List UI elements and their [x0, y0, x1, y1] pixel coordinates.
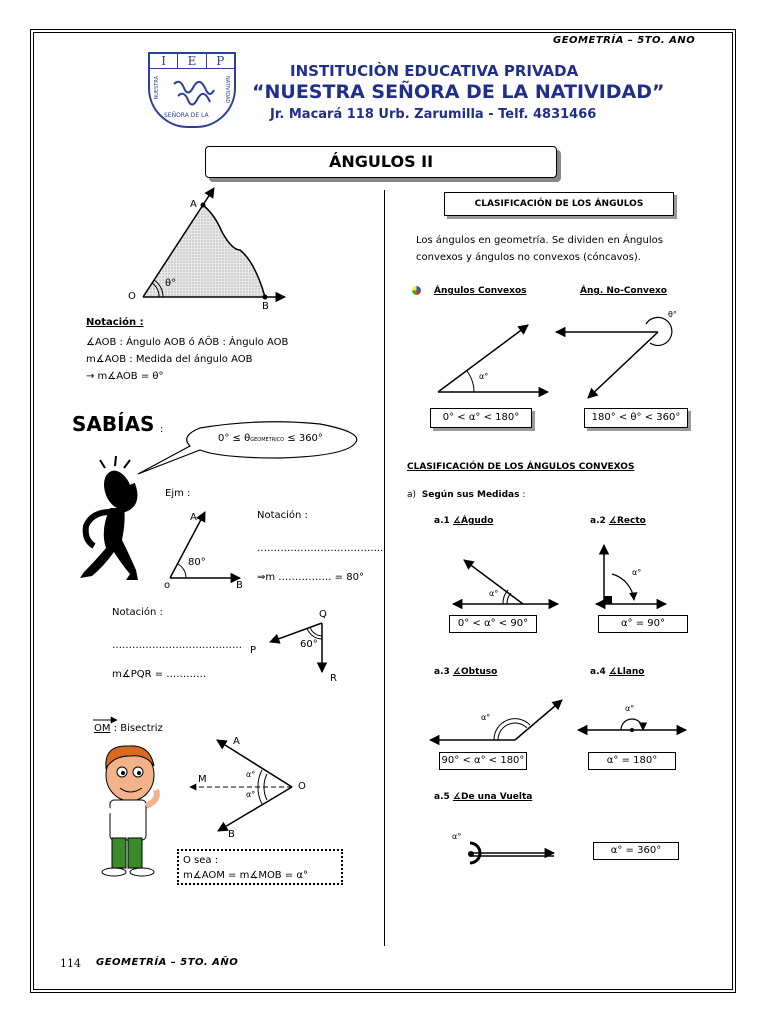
page-title: ÁNGULOS II	[205, 146, 557, 178]
triangle-label-b: B	[262, 301, 269, 312]
right-heading: a.2 ∡Recto	[590, 516, 646, 526]
ex1-notation: Notación :	[257, 510, 308, 521]
notation-line-1: ∡AOB : Ángulo AOB ó AÔB : Ángulo AOB	[86, 337, 289, 348]
institution-type: INSTITUCIÒN EDUCATIVA PRIVADA	[290, 62, 579, 80]
acute-angle-figure	[453, 560, 558, 604]
right-angle-figure	[596, 545, 666, 604]
ex2-measure: m∡PQR = …………	[112, 669, 207, 680]
notation-heading: Notación :	[86, 317, 144, 328]
bubble-text: 0° ≤ θGEOMETRICO ≤ 360°	[218, 433, 323, 444]
notation-line-2: m∡AOB : Medida del ángulo AOB	[86, 354, 253, 365]
speech-bubble	[138, 422, 357, 474]
ex1-measure: ⇒m ……………. = 80°	[257, 572, 364, 583]
institution-name: “NUESTRA SEÑORA DE LA NATIVIDAD”	[252, 81, 665, 103]
ex2-label-q: Q	[319, 609, 327, 620]
acute-heading: a.1 ∡Águdo	[434, 516, 494, 526]
nonconvex-range-box: 180° < θ° < 360°	[584, 408, 688, 428]
ex1-label-b: B	[236, 580, 243, 591]
nonconvex-heading: Áng. No-Convexo	[580, 286, 667, 296]
bisectriz-definition: OM : Bisectriz	[94, 723, 163, 734]
header-top-right: GEOMETRÍA – 5TO. ANO	[553, 35, 696, 46]
right-range-box: α° = 90°	[598, 615, 688, 633]
obtuse-angle-figure	[430, 700, 562, 740]
full-angle-figure	[468, 843, 554, 863]
bisector-figure	[190, 740, 292, 831]
straight-heading: a.4 ∡Llano	[590, 667, 645, 677]
acute-alpha: α°	[489, 589, 499, 598]
example-80-figure	[170, 512, 240, 578]
bis-label-a: A	[233, 736, 240, 747]
full-turn-range-box: α° = 360°	[593, 842, 679, 860]
sabias-colon: :	[160, 424, 164, 435]
footer-text: GEOMETRÍA – 5TO. AÑO	[96, 957, 239, 968]
ex1-label-o: o	[164, 580, 171, 591]
logo-letter-e: E	[178, 54, 206, 69]
convex-heading: Ángulos Convexos	[434, 286, 527, 296]
ex1-label-a: A	[190, 512, 197, 523]
osea-line-2: m∡AOM = m∡MOB = α°	[183, 870, 308, 881]
sabias-heading: SABÍAS	[72, 412, 155, 436]
ex2-angle: 60°	[300, 639, 318, 650]
straight-alpha: α°	[625, 704, 635, 713]
bis-label-m: M	[198, 774, 207, 785]
obtuse-range-box: 90° < α° < 180°	[439, 752, 527, 770]
convex-classification-heading: CLASIFICACIÓN DE LOS ÁNGULOS CONVEXOS	[407, 462, 635, 472]
bis-alpha-top: α°	[246, 770, 256, 779]
intro-line-2: convexos y ángulos no convexos (cóncavos).	[416, 252, 641, 263]
convex-alpha: α°	[479, 372, 489, 381]
classification-heading: CLASIFICACIÓN DE LOS ÁNGULOS	[444, 192, 674, 216]
full-turn-alpha: α°	[452, 832, 462, 841]
cartoon-teacher-icon	[100, 746, 157, 876]
right-alpha: α°	[632, 568, 642, 577]
convex-angle-figure	[438, 325, 548, 392]
notation-line-3: → m∡AOB = θ°	[86, 371, 164, 382]
example-label: Ejm :	[165, 488, 191, 499]
ex2-label-p: P	[250, 645, 257, 656]
straight-range-box: α° = 180°	[588, 752, 676, 770]
by-measure-line: a) Según sus Medidas :	[407, 490, 526, 500]
bis-alpha-bottom: α°	[246, 790, 256, 799]
obtuse-heading: a.3 ∡Obtuso	[434, 667, 498, 677]
osea-box	[177, 849, 343, 885]
nonconvex-theta: θ°	[668, 310, 677, 319]
logo-letter-i: I	[150, 54, 178, 69]
thinking-figure-icon	[80, 456, 138, 580]
full-turn-heading: a.5 ∡De una Vuelta	[434, 792, 533, 802]
ex2-notation: Notación :	[112, 607, 163, 618]
logo-side-right: NATIVIDAD	[224, 76, 230, 104]
page-number: 114	[60, 957, 81, 970]
globe-bullet-icon	[412, 286, 421, 295]
logo-side-left: NUESTRA	[154, 76, 160, 100]
nonconvex-angle-figure	[556, 317, 672, 398]
logo-letter-p: P	[207, 54, 234, 69]
intro-line-1: Los ángulos en geometría. Se dividen en Ángulos	[416, 235, 663, 246]
institution-address: Jr. Macará 118 Urb. Zarumilla - Telf. 4831466	[270, 107, 597, 122]
bis-label-o: O	[298, 781, 306, 792]
convex-range-box: 0° < α° < 180°	[430, 408, 532, 428]
ex1-dots: ………………………………..	[257, 543, 384, 554]
acute-range-box: 0° < α° < 90°	[449, 615, 537, 633]
osea-line-1: O sea :	[183, 855, 219, 866]
ex2-dots: …………………………………	[112, 640, 242, 651]
ex1-angle: 80°	[188, 557, 206, 568]
ex2-label-r: R	[330, 673, 337, 684]
logo-bottom-text: SEÑORA DE LA	[164, 112, 209, 119]
triangle-label-o: O	[128, 291, 136, 302]
triangle-label-theta: θ°	[165, 278, 177, 289]
straight-angle-figure	[578, 719, 686, 732]
obtuse-alpha: α°	[481, 713, 491, 722]
bis-label-b: B	[228, 829, 235, 840]
triangle-label-a: A	[190, 199, 197, 210]
